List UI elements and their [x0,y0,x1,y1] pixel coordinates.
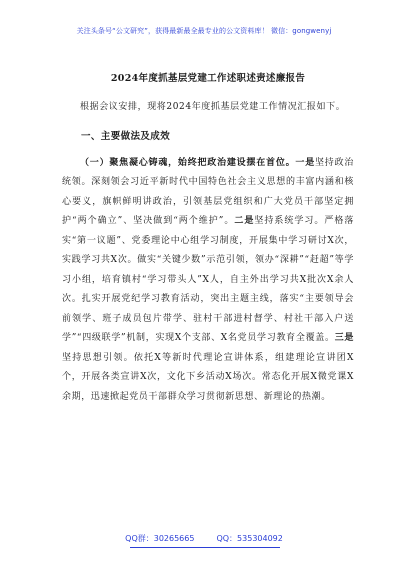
header-banner: 关注头条号“公文研究”，获得最新最全最专业的公文资料库！ 微信：gongwenyj [76,27,332,35]
paragraph-text: 坚持政治统领。深刻领会习近平新时代中国特色社会主义思想的丰富内涵和核心要义，旗帜鲜明讲政治，引领基层党组织和广大党员干部坚定拥护“两个确立”、坚决做到“两个维护”。 [62,157,354,226]
point-three-label: 三是 [334,333,354,343]
paragraph-text: 坚持系统学习。严格落实“第一议题”、党委理论中心组学习制度，开展集中学习研讨X次，实践学习共X次。做实“关键少数”示范引领，领办“深耕”“赶超”等学习小组，培育镇村“学习带头人”X人，自主外出学习共X批次X余人次。扎实开展党纪学习教育活动，突出主题主线，落实“主要领导会前领学、班子成员包片带学、驻村干部进村督学、村社干部入户送学”“四级联学”机制，实现X个支部、X名党员学习教育全覆盖。 [62,216,354,343]
footer-underline [130,547,280,548]
document-title: 2024年度抓基层党建工作述职述责述廉报告 [110,73,306,84]
qq-number: QQ：535304092 [216,534,283,543]
document-body [62,70,354,407]
footer-contact [0,533,408,544]
body-paragraph [62,154,354,408]
qq-group: QQ群：30265665 [125,534,195,543]
section-heading: 一、主要做法及成效 [81,130,171,142]
point-two-label: 二是 [234,216,255,226]
intro-paragraph: 根据会议安排，现将2024年度抓基层党建工作情况汇报如下。 [80,102,346,112]
subheading-bold: （一）聚焦凝心铸魂，始终把政治建设摆在首位。一是 [80,157,316,168]
paragraph-text: 坚持思想引领。依托X等新时代理论宣讲体系，组建理论宣讲团X个，开展各类宣讲X次，文化下乡活动X场次。常态化开展X微党课X余期，迅速掀起党员干部群众学习贯彻新思想、新理论的热潮。 [62,352,354,402]
